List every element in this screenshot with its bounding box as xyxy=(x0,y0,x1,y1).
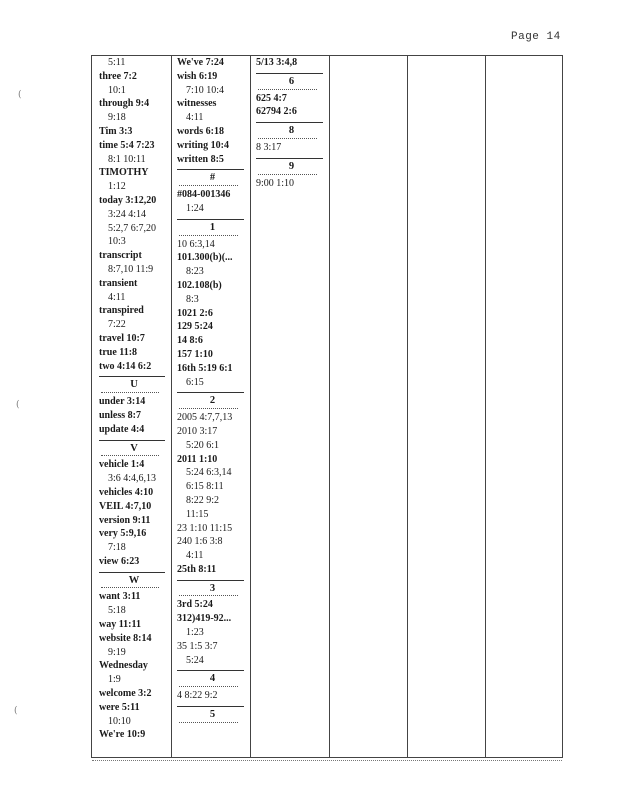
bottom-rule xyxy=(92,760,562,761)
index-page-refs: 8:3 xyxy=(186,293,199,305)
index-entry: 3rd 5:24 xyxy=(177,599,213,611)
index-entry: witnesses xyxy=(177,98,217,110)
index-entry: vehicles 4:10 xyxy=(99,486,154,498)
index-page-refs: 9:18 xyxy=(108,112,126,124)
index-entry: 2005 4:7,7,13 xyxy=(177,412,233,424)
index-entry: version 9:11 xyxy=(99,514,151,526)
index-page-refs: 5:24 xyxy=(186,654,204,666)
column-divider xyxy=(171,56,172,757)
index-page-refs: 10:3 xyxy=(108,236,126,248)
index-page-refs: 11:15 xyxy=(186,508,209,520)
index-column-2 xyxy=(177,56,248,725)
section-letter-header: 6 xyxy=(256,73,327,89)
index-entry: welcome 3:2 xyxy=(99,688,152,700)
index-entry: 625 4:7 xyxy=(256,92,287,104)
index-page-refs: 7:18 xyxy=(108,542,126,554)
index-page-refs: 7:10 10:4 xyxy=(186,84,225,96)
index-entry: Tim 3:3 xyxy=(99,125,133,137)
index-entry: 240 1:6 3:8 xyxy=(177,536,223,548)
index-entry: We're 10:9 xyxy=(99,729,146,741)
index-entry: update 4:4 xyxy=(99,423,145,435)
index-entry: 9:00 1:10 xyxy=(256,177,295,189)
index-entry: 23 1:10 11:15 xyxy=(177,522,233,534)
index-page-refs: 10:1 xyxy=(108,84,126,96)
index-page-refs: 7:22 xyxy=(108,319,126,331)
column-divider xyxy=(250,56,251,757)
index-page-refs: 5:24 6:3,14 xyxy=(186,467,232,479)
index-entry: 2010 3:17 xyxy=(177,425,218,437)
index-entry: 14 8:6 xyxy=(177,335,203,347)
index-page-refs: 4:11 xyxy=(186,112,204,124)
index-page-refs: 3:24 4:14 xyxy=(108,208,147,220)
index-entry: view 6:23 xyxy=(99,555,140,567)
index-entry: We've 7:24 xyxy=(177,57,224,68)
index-entry: vehicle 1:4 xyxy=(99,459,145,471)
index-page-refs: 8:23 xyxy=(186,266,204,278)
index-page-refs: 5:11 xyxy=(108,57,126,68)
index-page-refs: 8:7,10 11:9 xyxy=(108,263,154,275)
index-entry: #084-001346 xyxy=(177,189,231,201)
margin-mark: ( xyxy=(14,706,18,716)
index-entry: TIMOTHY xyxy=(99,167,149,179)
section-letter-header: 8 xyxy=(256,122,327,138)
index-entry: 4 8:22 9:2 xyxy=(177,690,218,702)
section-letter-header: 1 xyxy=(177,219,248,235)
index-page-refs: 6:15 8:11 xyxy=(186,481,224,493)
index-entry: want 3:11 xyxy=(99,591,141,603)
index-entry: through 9:4 xyxy=(99,98,150,110)
section-letter-header: # xyxy=(177,169,248,185)
index-entry: website 8:14 xyxy=(99,632,152,644)
index-entry: two 4:14 6:2 xyxy=(99,360,152,372)
index-page-refs: 5:20 6:1 xyxy=(186,439,220,451)
index-entry: 16th 5:19 6:1 xyxy=(177,362,233,374)
index-entry: 35 1:5 3:7 xyxy=(177,640,218,652)
index-page-refs: 9:19 xyxy=(108,646,126,658)
index-page-refs: 1:24 xyxy=(186,202,204,214)
index-page-refs: 1:23 xyxy=(186,627,204,639)
index-page-refs: 1:12 xyxy=(108,181,126,193)
index-entry: 2011 1:10 xyxy=(177,453,218,465)
index-entry: writing 10:4 xyxy=(177,139,229,151)
index-page-refs: 3:6 4:4,6,13 xyxy=(108,473,157,485)
column-divider xyxy=(485,56,486,757)
index-entry: 10 6:3,14 xyxy=(177,238,215,250)
section-letter-header: 2 xyxy=(177,392,248,408)
index-entry: time 5:4 7:23 xyxy=(99,139,155,151)
page-number: Page 14 xyxy=(511,31,561,43)
index-entry: 25th 8:11 xyxy=(177,563,217,575)
index-entry: 5/13 3:4,8 xyxy=(256,57,298,68)
index-page-refs: 8:22 9:2 xyxy=(186,494,220,506)
index-entry: 62794 2:6 xyxy=(256,106,297,118)
index-entry: were 5:11 xyxy=(99,701,140,713)
index-entry: true 11:8 xyxy=(99,346,138,358)
index-page-refs: 6:15 xyxy=(186,376,204,388)
index-entry: 102.108(b) xyxy=(177,279,222,291)
index-entry: unless 8:7 xyxy=(99,409,141,421)
section-letter-header: 5 xyxy=(177,706,248,722)
index-entry: 8 3:17 xyxy=(256,141,282,153)
index-entry: written 8:5 xyxy=(177,153,224,165)
index-page-refs: 5:18 xyxy=(108,605,126,617)
section-letter-header: 3 xyxy=(177,580,248,596)
index-page-refs: 4:11 xyxy=(108,291,126,303)
index-page-refs: 8:1 10:11 xyxy=(108,153,146,165)
section-letter-header: W xyxy=(99,572,169,588)
section-letter-header: U xyxy=(99,376,169,392)
index-column-3 xyxy=(256,56,327,190)
index-entry: today 3:12,20 xyxy=(99,194,157,206)
index-entry: 312)419-92... xyxy=(177,613,232,625)
section-letter-header: 9 xyxy=(256,158,327,174)
index-entry: VEIL 4:7,10 xyxy=(99,500,152,512)
column-divider xyxy=(329,56,330,757)
index-entry: way 11:11 xyxy=(99,619,141,631)
index-entry: transpired xyxy=(99,305,144,317)
index-entry: 129 5:24 xyxy=(177,321,213,333)
index-page-refs: 5:2,7 6:7,20 xyxy=(108,222,157,234)
margin-mark: ( xyxy=(18,90,22,100)
index-entry: wish 6:19 xyxy=(177,70,218,82)
index-entry: 1021 2:6 xyxy=(177,307,213,319)
index-entry: 157 1:10 xyxy=(177,348,213,360)
index-entry: three 7:2 xyxy=(99,70,137,82)
index-entry: words 6:18 xyxy=(177,125,224,137)
index-entry: Wednesday xyxy=(99,660,148,672)
index-entry: transcript xyxy=(99,250,142,262)
index-entry: very 5:9,16 xyxy=(99,528,147,540)
index-column-1 xyxy=(99,56,169,742)
index-entry: travel 10:7 xyxy=(99,332,145,344)
index-table xyxy=(91,55,563,758)
index-entry: 101.300(b)(... xyxy=(177,252,233,264)
index-entry: transient xyxy=(99,277,138,289)
index-entry: under 3:14 xyxy=(99,396,146,408)
section-letter-header: V xyxy=(99,440,169,456)
index-page-refs: 4:11 xyxy=(186,550,204,562)
index-page-refs: 1:9 xyxy=(108,674,121,686)
index-page-refs: 10:10 xyxy=(108,715,131,727)
section-letter-header: 4 xyxy=(177,670,248,686)
margin-mark: ( xyxy=(16,400,20,410)
column-divider xyxy=(407,56,408,757)
